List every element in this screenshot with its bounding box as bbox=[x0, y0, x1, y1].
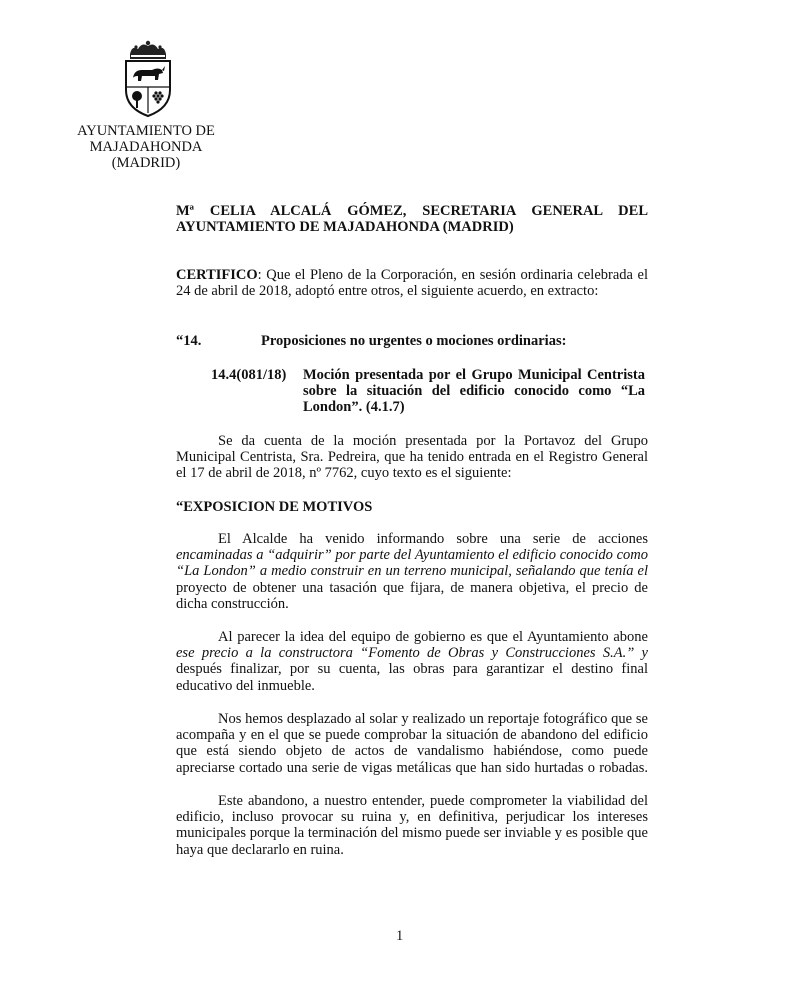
intro-line-3: el 17 de abril de 2018, nº 7762, cuyo texto es el siguiente: bbox=[176, 465, 512, 482]
municipality-line-3: (MADRID) bbox=[111, 155, 181, 171]
section-heading bbox=[176, 333, 648, 349]
exposicion-heading: “EXPOSICION DE MOTIVOS bbox=[176, 499, 373, 515]
section-number: “14. bbox=[176, 333, 202, 349]
municipality-line-2: MAJADAHONDA bbox=[89, 139, 203, 155]
p4-line-3: municipales porque la terminación del mismo puede ser inviable y es posible que bbox=[176, 825, 648, 842]
paragraph-4 bbox=[176, 793, 648, 858]
p3-line-3: que está siendo objeto de actos de vandalismo habiéndose, como puede bbox=[176, 743, 648, 760]
motion-number: 14.4(081/18) bbox=[211, 367, 287, 383]
municipal-coat-of-arms bbox=[118, 40, 178, 118]
signatory-line-1: Mª CELIA ALCALÁ GÓMEZ, SECRETARIA GENERAL DEL bbox=[176, 203, 648, 219]
certifico-label: CERTIFICO bbox=[176, 267, 258, 283]
p2-line-2: ese precio a la constructora “Fomento de Obras y Construcciones S.A.” y bbox=[176, 645, 648, 662]
motion-title bbox=[303, 367, 645, 416]
p3-line-2: acompaña y en el que se puede comprobar la situación de abandono del edificio bbox=[176, 727, 648, 744]
p1-line-1: El Alcalde ha venido informando sobre una serie de acciones bbox=[218, 531, 648, 547]
intro-line-2: Municipal Centrista, Sra. Pedreira, que ha tenido entrada en el Registro General bbox=[176, 449, 648, 466]
motion-title-line-3: London”. (4.1.7) bbox=[303, 399, 405, 416]
p3-line-1: Nos hemos desplazado al solar y realizado un reportaje fotográfico que se bbox=[218, 711, 648, 727]
section-title: Proposiciones no urgentes o mociones ordinarias: bbox=[261, 333, 567, 349]
p1-line-5: dicha construcción. bbox=[176, 595, 289, 612]
signatory-line-2: AYUNTAMIENTO DE MAJADAHONDA (MADRID) bbox=[176, 219, 514, 236]
certifico-line-1 bbox=[176, 267, 648, 283]
intro-line-1: Se da cuenta de la moción presentada por la Portavoz del Grupo bbox=[218, 433, 648, 449]
paragraph-3 bbox=[176, 711, 648, 776]
p1-line-2: encaminadas a “adquirir” por parte del Ayuntamiento el edificio conocido como bbox=[176, 547, 648, 564]
p2-line-1: Al parecer la idea del equipo de gobierno es que el Ayuntamiento abone bbox=[218, 629, 648, 645]
p4-line-1: Este abandono, a nuestro entender, puede comprometer la viabilidad del bbox=[218, 793, 648, 809]
paragraph-2 bbox=[176, 629, 648, 694]
certifico-text: : Que el Pleno de la Corporación, en sesión ordinaria celebrada el bbox=[257, 267, 648, 283]
signatory-heading bbox=[176, 203, 648, 235]
certifico-paragraph bbox=[176, 267, 648, 299]
p4-line-4: haya que declararlo en ruina. bbox=[176, 841, 344, 858]
motion-title-line-1: Moción presentada por el Grupo Municipal Centrista bbox=[303, 367, 645, 383]
p1-line-4: proyecto de obtener una tasación que fijara, de manera objetiva, el precio de bbox=[176, 579, 648, 596]
municipality-line-1: AYUNTAMIENTO DE bbox=[77, 123, 215, 139]
p1-line-3: “La London” a medio construir en un terreno municipal, señalando que tenía el bbox=[176, 563, 648, 580]
p4-line-2: edificio, incluso provocar su ruina y, en definitiva, perjudicar los intereses bbox=[176, 809, 648, 826]
p3-line-4: apreciarse cortado una serie de vigas metálicas que han sido hurtadas o robadas. bbox=[176, 759, 648, 776]
paragraph-1 bbox=[176, 531, 648, 612]
page-number: 1 bbox=[396, 928, 404, 944]
certifico-line-2: 24 de abril de 2018, adoptó entre otros, el siguiente acuerdo, en extracto: bbox=[176, 283, 599, 300]
p2-line-3: después finalizar, por su cuenta, las obras para garantizar el destino final bbox=[176, 661, 648, 678]
p2-line-4: educativo del inmueble. bbox=[176, 677, 315, 694]
motion-title-line-2: sobre la situación del edificio conocido como “La bbox=[303, 383, 645, 400]
municipality-header bbox=[66, 123, 226, 171]
intro-paragraph bbox=[176, 433, 648, 482]
